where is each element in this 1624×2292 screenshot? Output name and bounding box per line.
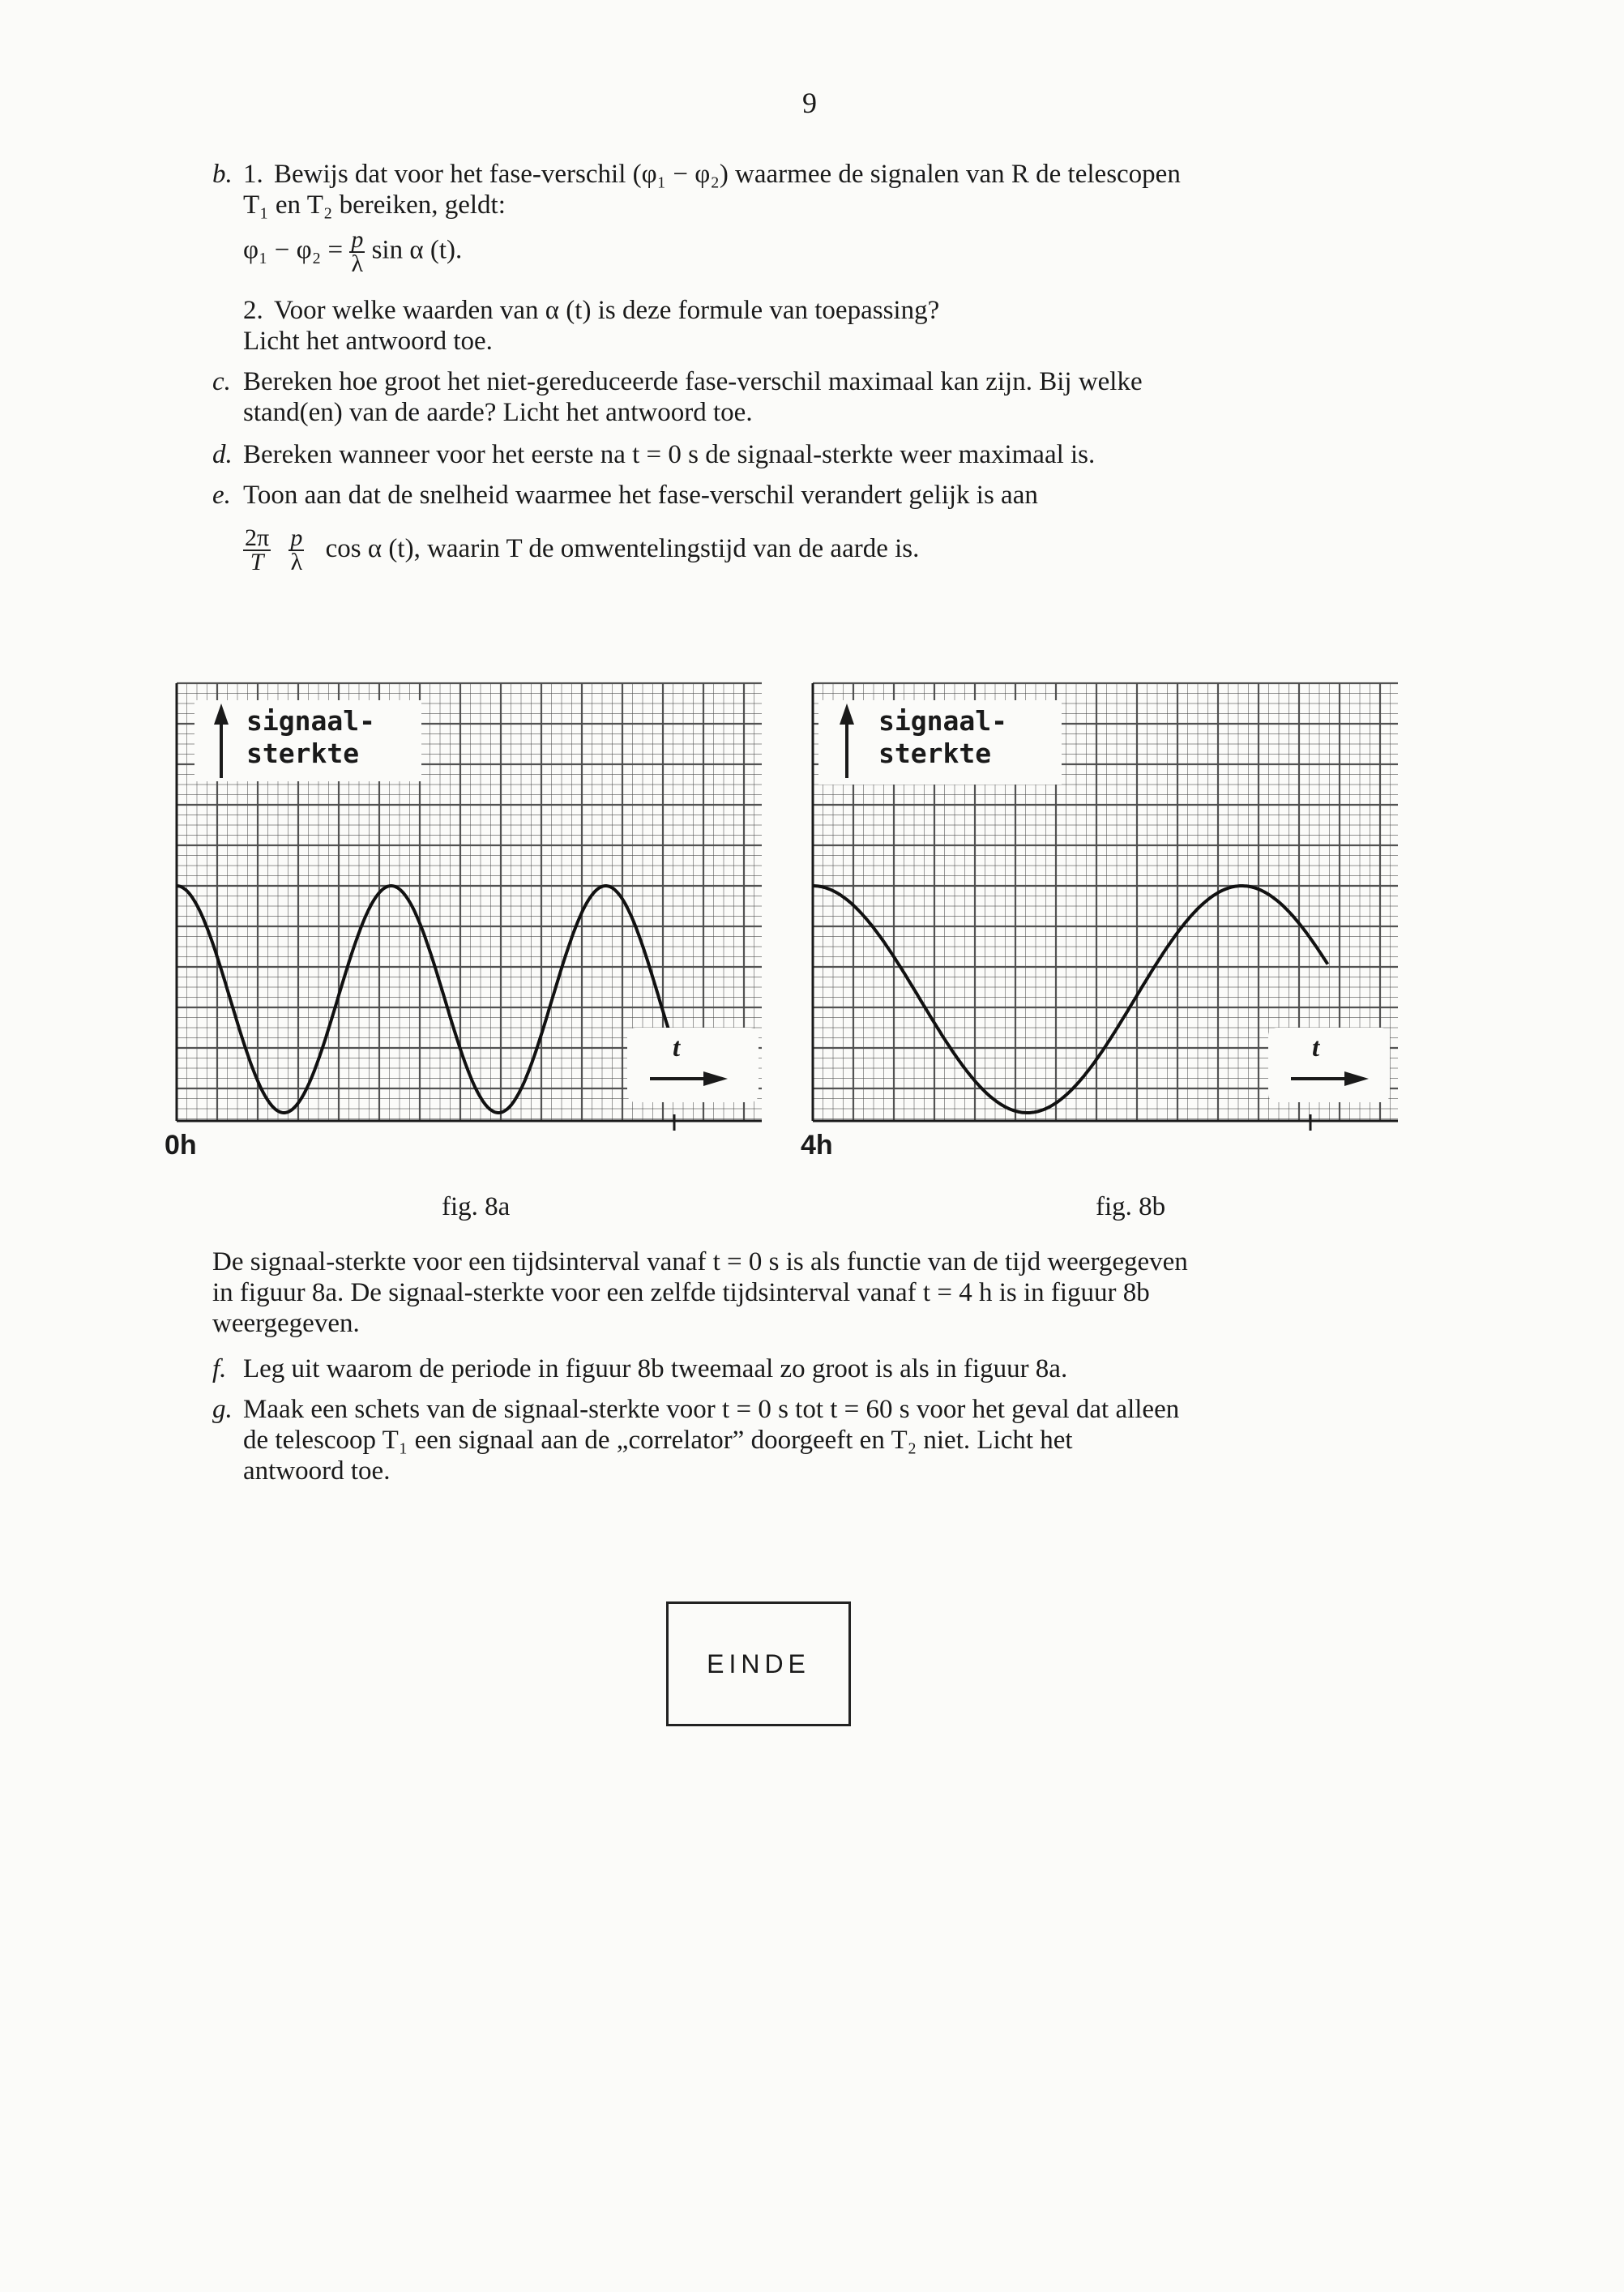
fig-8b-signal-curve — [813, 886, 1327, 1113]
einde-box: EINDE — [666, 1601, 851, 1726]
question-f-label: f. — [212, 1354, 227, 1383]
question-b2-line2: Licht het antwoord toe. — [243, 327, 493, 356]
fig-8a-ylabel-line1: signaal- — [246, 705, 375, 737]
paragraph-line3: weergegeven. — [212, 1309, 360, 1338]
question-b1-formula — [243, 226, 463, 277]
question-b2-number: 2. — [243, 296, 263, 325]
fig-8a-ylabel-box — [194, 700, 421, 781]
frac1-den: T — [250, 549, 264, 575]
fig-8a-signal-curve — [177, 886, 691, 1113]
formula-num: p — [351, 226, 364, 253]
question-d-label: d. — [212, 440, 233, 469]
question-d-line1: Bereken wanneer voor het eerste na t = 0 s de signaal-sterkte weer maximaal is. — [243, 440, 1096, 469]
question-b2-line1: Voor welke waarden van α (t) is deze formule van toepassing? — [274, 296, 940, 325]
fig-8a-start-label: 0h — [165, 1130, 197, 1161]
question-g-line2: de telescoop T₁ een signaal aan de „correlator” doorgeeft en T₂ niet. Licht het — [243, 1426, 1073, 1455]
formula-2pi-over-T — [243, 524, 271, 575]
formula-left: φ₁ − φ₂ = — [243, 235, 344, 265]
fig-8b-up-arrow-icon — [835, 703, 859, 778]
formula-rest: cos α (t), waarin T de omwentelingstijd van de aarde is. — [325, 533, 920, 563]
fig-8b-t-box — [1268, 1028, 1390, 1102]
question-e-formula — [243, 524, 920, 575]
paragraph-line2: in figuur 8a. De signaal-sterkte voor een zelfde tijdsinterval vanaf t = 4 h is in figuur 8b — [212, 1278, 1150, 1307]
fig-8a-right-arrow-icon — [650, 1070, 728, 1088]
question-b1-line1: Bewijs dat voor het fase-verschil (φ₁ − φ₂) waarmee de signalen van R de telescopen — [274, 160, 1181, 189]
page-number: 9 — [802, 87, 817, 119]
fig-8b-ylabel-line2: sterkte — [878, 738, 992, 769]
paragraph-line1: De signaal-sterkte voor een tijdsinterval vanaf t = 0 s is als functie van de tijd weergegeven — [212, 1247, 1188, 1276]
fig-8a-up-arrow-icon — [209, 703, 233, 778]
question-b-label: b. — [212, 160, 233, 189]
fig-8b-caption: fig. 8b — [1096, 1192, 1166, 1221]
question-e-line1: Toon aan dat de snelheid waarmee het fase-verschil verandert gelijk is aan — [243, 481, 1038, 510]
question-b1-number: 1. — [243, 160, 263, 189]
frac2-den: λ — [290, 549, 303, 575]
question-e-label: e. — [212, 481, 231, 510]
formula-right: sin α (t). — [371, 235, 463, 265]
fig-8b-ylabel-box — [818, 700, 1062, 785]
question-c-line2: stand(en) van de aarde? Licht het antwoord toe. — [243, 398, 753, 427]
formula-fraction — [349, 226, 365, 277]
frac1-num: 2π — [245, 524, 270, 551]
question-g-line1: Maak een schets van de signaal-sterkte voor t = 0 s tot t = 60 s voor het geval dat alleen — [243, 1395, 1180, 1424]
frac2-num: p — [290, 524, 303, 551]
fig-8b-right-arrow-icon — [1291, 1070, 1369, 1088]
formula-p-over-lambda — [288, 524, 304, 575]
question-c-label: c. — [212, 367, 231, 396]
fig-8a-t-box — [627, 1028, 759, 1102]
fig-8a-ylabel-line2: sterkte — [246, 738, 360, 769]
formula-den: λ — [351, 250, 364, 277]
fig-8b-start-label: 4h — [801, 1130, 833, 1161]
fig-8b-ylabel-line1: signaal- — [878, 705, 1007, 737]
question-g-label: g. — [212, 1395, 233, 1424]
question-b1-line2: T₁ en T₂ bereiken, geldt: — [243, 190, 506, 220]
fig-8b-xlabel: t — [1312, 1033, 1320, 1063]
fig-8a-xlabel: t — [673, 1033, 681, 1063]
fig-8a-caption: fig. 8a — [442, 1192, 511, 1221]
question-g-line3: antwoord toe. — [243, 1456, 391, 1486]
question-f-line1: Leg uit waarom de periode in figuur 8b tweemaal zo groot is als in figuur 8a. — [243, 1354, 1068, 1383]
question-c-line1: Bereken hoe groot het niet-gereduceerde fase-verschil maximaal kan zijn. Bij welke — [243, 367, 1143, 396]
